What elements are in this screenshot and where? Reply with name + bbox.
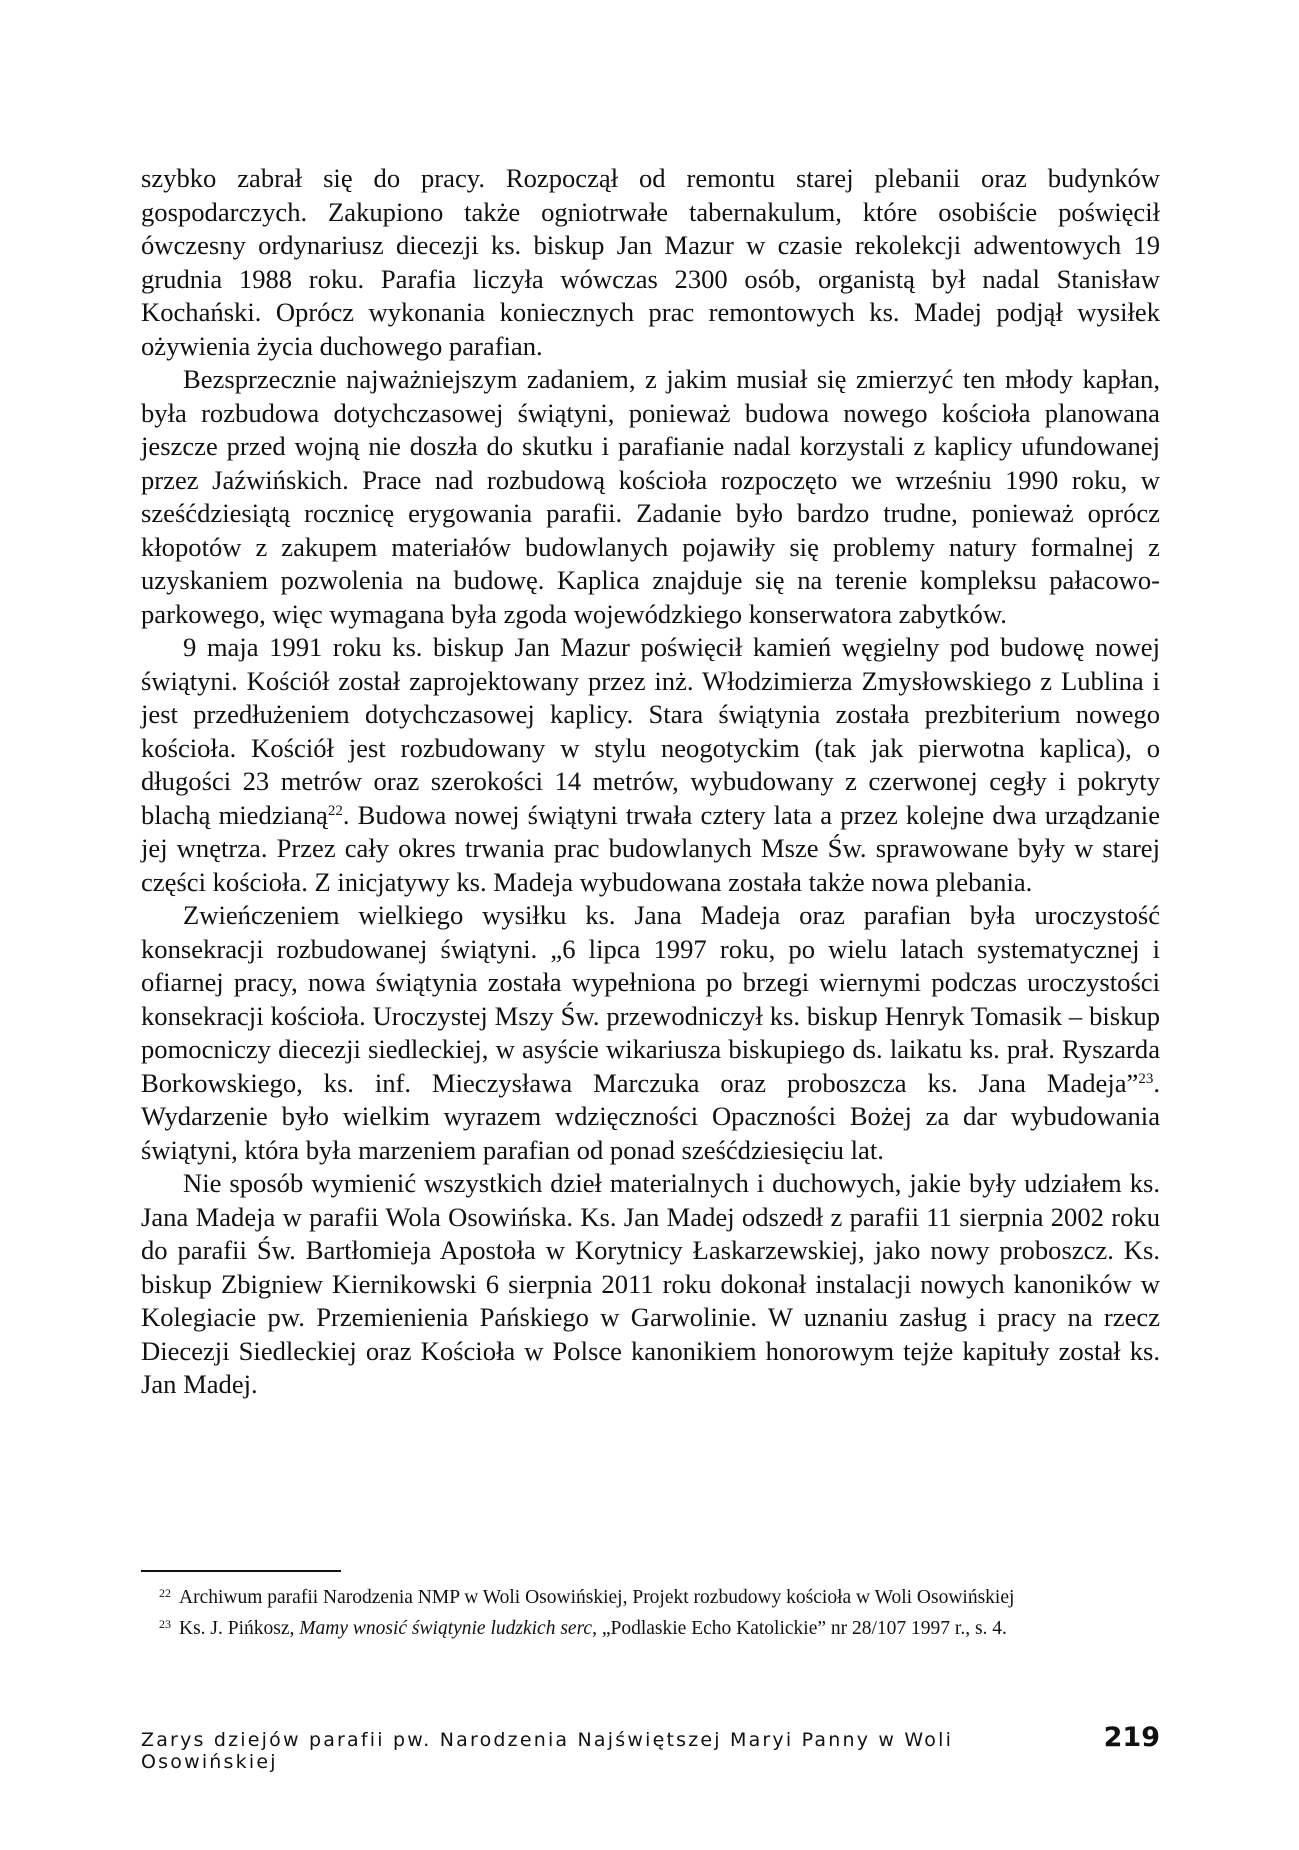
book-title: Zarys dziejów parafii pw. Narodzenia Najświętszej Maryi Panny w Woli Osowińskiej [141,1729,954,1773]
footnote-ref-22[interactable]: 22 [327,802,343,819]
footnote-23-mark: 23 [159,1617,171,1631]
main-text [141,162,1160,1402]
footnote-23-rest: „Podlaskie Echo Katolickie” nr 28/107 1997 r., s. 4. [596,1618,1007,1639]
footnote-separator [141,1570,341,1572]
page-number: 219 [1103,1722,1160,1753]
paragraph-4-text-b: . Wydarzenie było wielkim wyrazem wdzięczności Opaczności Bożej za dar wybudowania świątyni, która była marzeniem parafian od ponad sześćdziesięciu lat. [141,1067,1160,1165]
footnote-22-text: Archiwum parafii Narodzenia NMP w Woli Osowińskiej, Projekt rozbudowy kościoła w Woli Osowińskiej [179,1587,1015,1608]
paragraph-4 [141,899,1160,1167]
paragraph-5: Nie sposób wymienić wszystkich dzieł materialnych i duchowych, jakie były udziałem ks. Jana Madeja w parafii Wola Osowińska. Ks. Jan Madej odszedł z parafii 11 sierpnia 2002 roku do parafii Św. Bartłomieja Apostoła w Korytnicy Łaskarzewskiej, jako nowy proboszcz. Ks. biskup Zbigniew Kiernikowski 6 sierpnia 2011 roku dokonał instalacji nowych kanoników w Kolegiacie pw. Przemienienia Pańskiego w Garwolinie. W uznaniu zasług i pracy na rzecz Diecezji Siedleckiej oraz Kościoła w Polsce kanonikiem honorowym tejże kapituły został ks. Jan Madej. [141,1168,1160,1399]
footnote-23-title: Mamy wnosić świątynie ludzkich serc, [299,1618,597,1639]
paragraph-3 [141,631,1160,899]
footnote-23-author: Ks. J. Pińkosz, [179,1618,300,1639]
footnote-22 [141,1580,1160,1611]
paragraph-4-text-a: Zwieńczeniem wielkiego wysiłku ks. Jana Madeja oraz parafian była uroczystość konsekracji rozbudowanej świątyni. „6 lipca 1997 roku, po wielu latach systematycznej i ofiarnej pracy, nowa świątynia została wypełniona po brzegi wiernymi podczas uroczystości konsekracji kościoła. Uroczystej Mszy Św. przewodniczył ks. biskup Henryk Tomasik – biskup pomocniczy diecezji siedleckiej, w asyście wikariusza biskupiego ds. laikatu ks. prał. Ryszarda Borkowskiego, ks. inf. Mieczysława Marczuka oraz proboszcza ks. Jana Madeja” [141,900,1160,1098]
running-footer [141,1722,1160,1773]
footnote-23 [141,1611,1160,1642]
paragraph-3-text-a: 9 maja 1991 roku ks. biskup Jan Mazur poświęcił kamień węgielny pod budowę nowej świątyni. Kościół został zaprojektowany przez inż. Włodzimierza Zmysłowskiego z Lublina i jest przedłużeniem dotychczasowej kaplicy. Stara świątynia została prezbiterium nowego kościoła. Kościół jest rozbudowany w stylu neogotyckim (tak jak pierwotna kaplica), o długości 23 metrów oraz szerokości 14 metrów, wybudowany z czerwonej cegły i pokryty blachą miedzianą [141,632,1160,830]
footnote-22-mark: 22 [159,1586,171,1600]
footnote-ref-23[interactable]: 23 [1138,1070,1154,1087]
paragraph-3-text-b: . Budowa nowej świątyni trwała cztery lata a przez kolejne dwa urządzanie jej wnętrza. Przez cały okres trwania prac budowlanych Msze Św. sprawowane były w starej części kościoła. Z inicjatywy ks. Madeja wybudowana została także nowa plebania. [141,799,1160,897]
footnotes [141,1580,1160,1642]
paragraph-1: szybko zabrał się do pracy. Rozpoczął od remontu starej plebanii oraz budynków gospodarczych. Zakupiono także ogniotrwałe tabernakulum, które osobiście poświęcił ówczesny ordynariusz diecezji ks. biskup Jan Mazur w czasie rekolekcji adwentowych 19 grudnia 1988 roku. Parafia liczyła wówczas 2300 osób, organistą był nadal Stanisław Kochański. Oprócz wykonania koniecznych prac remontowych ks. Madej podjął wysiłek ożywienia życia duchowego parafian. [141,163,1160,361]
paragraph-2: Bezsprzecznie najważniejszym zadaniem, z jakim musiał się zmierzyć ten młody kapłan, była rozbudowa dotychczasowej świątyni, ponieważ budowa nowego kościoła planowana jeszcze przed wojną nie doszła do skutku i parafianie nadal korzystali z kaplicy ufundowanej przez Jaźwińskich. Prace nad rozbudową kościoła rozpoczęto we wrześniu 1990 roku, w sześćdziesiątą rocznicę erygowania parafii. Zadanie było bardzo trudne, ponieważ oprócz kłopotów z zakupem materiałów budowlanych pojawiły się problemy natury formalnej z uzyskaniem pozwolenia na budowę. Kaplica znajduje się na terenie kompleksu pałacowo-parkowego, więc wymagana była zgoda wojewódzkiego konserwatora zabytków. [141,364,1160,629]
